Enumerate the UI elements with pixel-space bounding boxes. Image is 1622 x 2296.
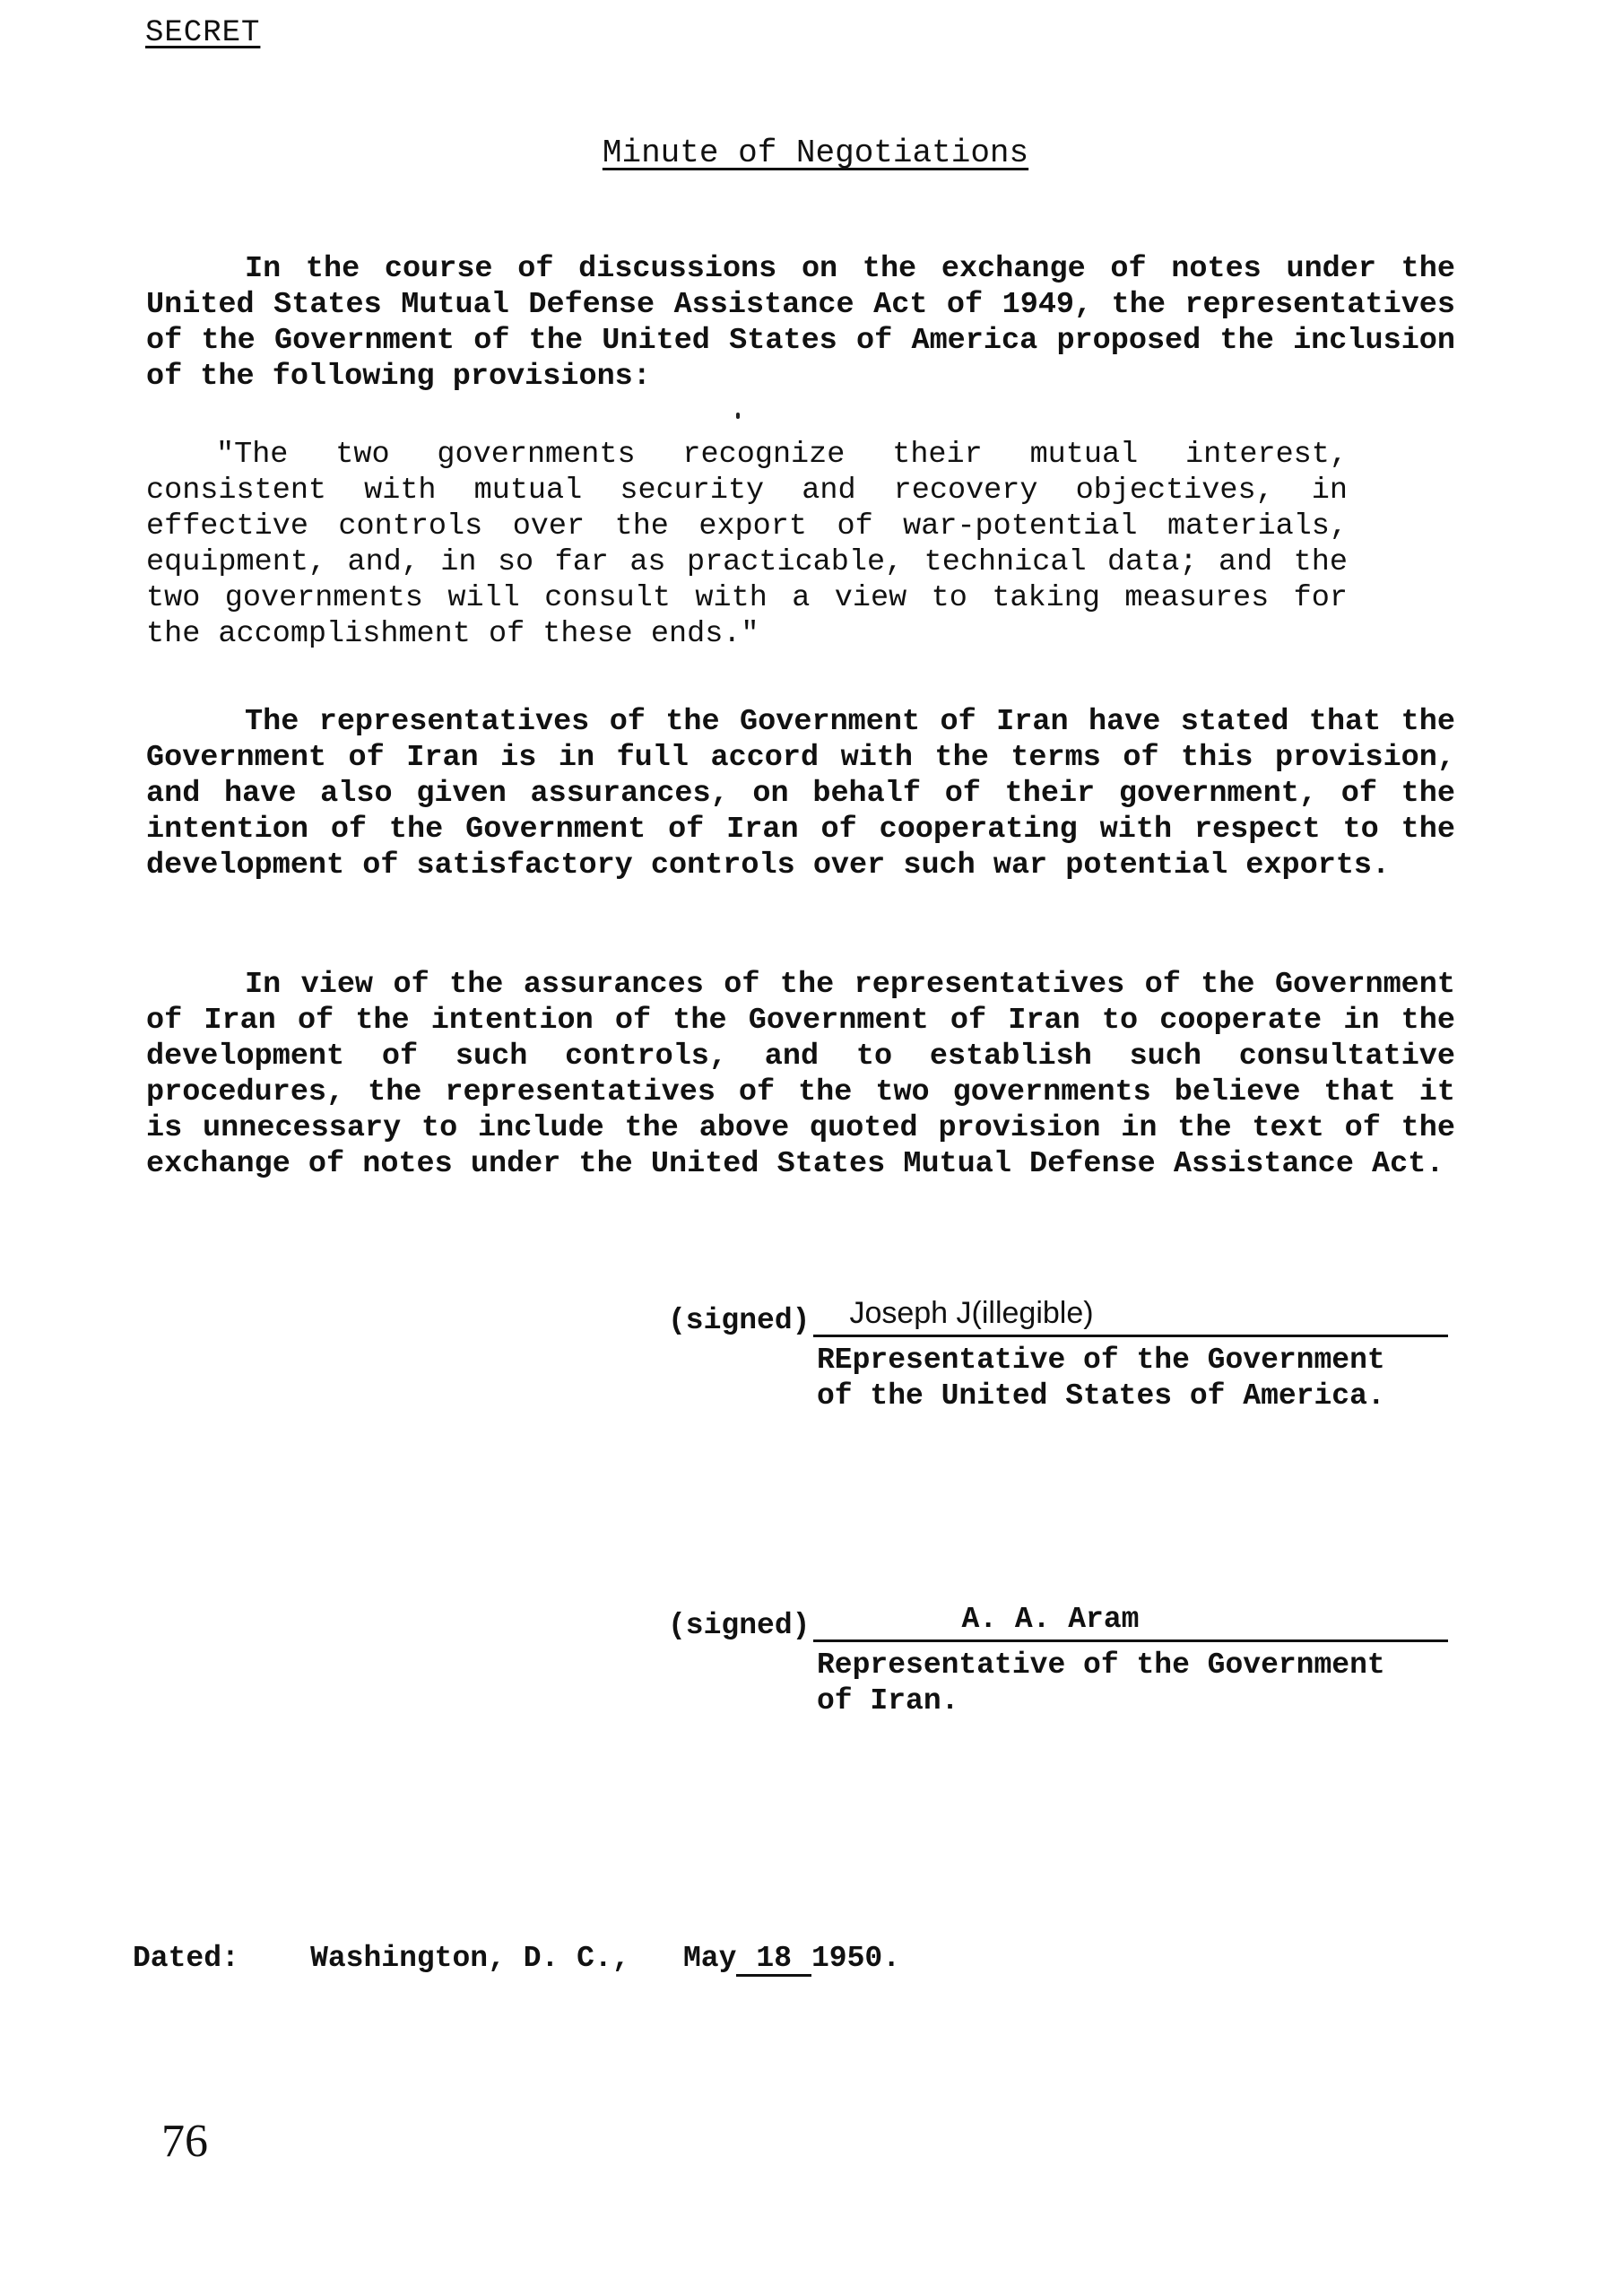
page-number: 76 <box>161 2116 208 2167</box>
signature-block-iran <box>668 1605 1448 1719</box>
signature-underline <box>813 1605 1448 1642</box>
paragraph-iran-accord: The representatives of the Government of Iran have stated that the Government of Iran is in full accord with the terms of this provision, and have also given assurances, on behalf of their government, of the intention of the Government of Iran of cooperating with respect to the development of satisfactory controls over such war potential exports. <box>146 705 1455 883</box>
signatory-name: Joseph J(illegible) <box>849 1296 1094 1330</box>
dated-place: Washington, D. C., <box>310 1942 630 1975</box>
signature-underline <box>813 1296 1448 1337</box>
classification-marking: SECRET <box>145 16 261 50</box>
signature-line <box>668 1296 1448 1337</box>
signature-block-us <box>668 1296 1448 1414</box>
document-title: Minute of Negotiations <box>602 135 1029 171</box>
dated-label: Dated: <box>133 1942 239 1975</box>
dated-line <box>133 1942 900 1977</box>
paragraph-intro: In the course of discussions on the exchange of notes under the United States Mutual Defense Assistance Act of 1949, the representatives of the Government of the United States of America proposed the inclusion of the following provisions: <box>146 252 1455 394</box>
quoted-provision: "The two governments recognize their mutual interest, consistent with mutual security and recovery objectives, in effective controls over the export of war-potential materials, equipment, and, in so far as practicable, technical data; and the two governments will consult with a view to taking measures for the accomplishment of these ends." <box>146 438 1348 651</box>
signature-line <box>668 1605 1448 1642</box>
signatory-name: A. A. Aram <box>961 1603 1140 1636</box>
print-speck <box>736 413 740 419</box>
paragraph-conclusion: In view of the assurances of the representatives of the Government of Iran of the intention of the Government of Iran to cooperate in the development of such controls, and to establish such consultative procedures, the representatives of the two governments believe that it is unnecessary to include the above quoted provision in the text of the exchange of notes under the United States Mutual Defense Assistance Act. <box>146 968 1455 1181</box>
signatory-title: Representative of the Government of Iran. <box>817 1648 1385 1718</box>
dated-day: 18 <box>736 1944 811 1977</box>
dated-month: May <box>682 1942 737 1975</box>
signed-label: (signed) <box>668 1609 811 1642</box>
dated-year: 1950. <box>811 1942 901 1975</box>
signed-label: (signed) <box>668 1304 811 1337</box>
signatory-title: REpresentative of the Government of the United States of America. <box>817 1344 1385 1413</box>
